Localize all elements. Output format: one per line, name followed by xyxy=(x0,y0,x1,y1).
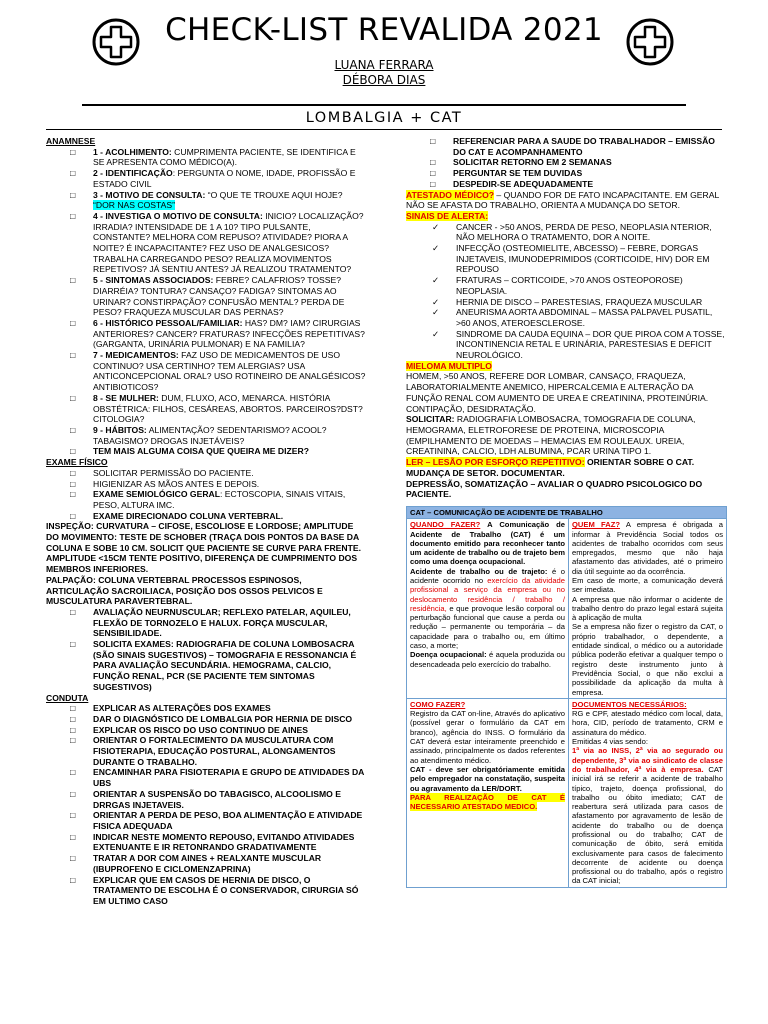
checkbox-icon: □ xyxy=(70,639,76,650)
checklist-item xyxy=(46,735,366,767)
alert-sign-item xyxy=(406,243,726,275)
conduta-continued-list xyxy=(406,136,726,190)
checklist-item-text: DESPEDIR-SE ADEQUADAMENTE xyxy=(453,178,594,189)
checklist-item-label: TEM MAIS ALGUMA COISA QUE QUEIRA ME DIZER? xyxy=(93,446,309,457)
checkbox-icon: □ xyxy=(70,146,76,157)
checklist-item xyxy=(46,875,366,907)
cat-table xyxy=(406,506,727,888)
checkmark-icon: ✓ xyxy=(432,221,440,232)
right-column xyxy=(406,136,726,888)
checklist-item-label: 1 - ACOLHIMENTO: xyxy=(93,146,172,157)
checkbox-icon: □ xyxy=(70,168,76,179)
section-title-conduta: CONDUTA xyxy=(46,692,89,703)
checklist-item xyxy=(46,714,366,725)
left-column xyxy=(46,136,366,907)
conduta-list xyxy=(46,703,366,906)
checklist-item xyxy=(46,832,366,853)
checklist-item xyxy=(46,639,366,693)
checklist-item-label: 6 - HISTÓRICO PESSOAL/FAMILIAR: xyxy=(93,317,243,328)
checklist-item xyxy=(46,489,366,510)
author-name: DÉBORA DIAS xyxy=(342,73,426,87)
checkbox-icon: □ xyxy=(70,210,76,221)
checklist-item-label: 4 - INVESTIGA O MOTIVO DE CONSULTA: xyxy=(93,210,263,221)
mieloma-paragraph: HOMEM, >50 ANOS, REFERE DOR LOMBAR, CANSAÇO, FRAQUEZA, LABORATORIALMENTE ANEMICO, HIPERCALCEMIA E ALTERAÇÃO DA FUNÇÃO RENAL COM AUMENTO DE UREA E CREATININA, PROTEINÚRIA. CONTIPAÇÃO, DESIDRATAÇÃO. xyxy=(406,371,709,414)
checklist-item-text: REFERENCIAR PARA A SAUDE DO TRABALHADOR – EMISSÃO DO CAT E ACOMPANHAMENTO xyxy=(453,136,715,157)
checklist-item xyxy=(46,318,366,350)
checkmark-icon: ✓ xyxy=(432,275,440,286)
checklist-item-text: DAR O DIAGNÓSTICO DE LOMBALGIA POR HERNIA DE DISCO xyxy=(93,713,353,724)
checklist-item xyxy=(46,275,366,318)
checklist-item-label: SOLICITA EXAMES: RADIOGRAFIA DE COLUNA LOMBOSACRA (SÃO SINAIS SUGESTIVOS) – TOMOGRAFIA E RESSONANCIA É PARA AVALIAÇÃO SECUNDÁRIA. HEMOGRAMA, CALCIO, FUNÇÃO RENAL, PCR (SE PACIENTE TEM SINTOMAS SUGESTIVOS) xyxy=(93,639,357,692)
page-subtitle: LOMBALGIA + CAT xyxy=(305,110,463,126)
alert-sign-item xyxy=(406,275,726,296)
checklist-item-text: HAS? DM? IAM? CIRURGIAS ANTERIORES? CANCER? FRATURAS? INFECÇÕES REPETITIVAS? (GARGANTA, URINÁRIA PULMONAR) E NA FAMILIA? xyxy=(93,317,365,350)
checklist-item xyxy=(46,350,366,393)
checklist-item xyxy=(46,425,366,446)
checklist-item-label: 7 - MEDICAMENTOS: xyxy=(93,350,179,361)
page-title: CHECK-LIST REVALIDA 2021 xyxy=(165,12,603,48)
checklist-item xyxy=(46,479,366,490)
cat-table-header: CAT – COMUNICAÇÃO DE ACIDENTE DE TRABALHO xyxy=(407,506,727,518)
checklist-item-text: CUMPRIMENTA PACIENTE, SE IDENTIFICA E SE APRESENTA COMO MÉDICO(A). xyxy=(93,146,356,168)
solicitar-paragraph: SOLICITAR: RADIOGRAFIA LOMBOSACRA, TOMOGRAFIA DE COLUNA, HEMOGRAMA, ELETROFORESE DE PROTEINA, MICROSCOPIA (EMPILHAMENTO DE MOEDAS – HEMACIAS EM ROULEAUX. UREIA, CREATININA, CALCIO, LDH ALBUMINA, PCAR URINA TIPO 1. xyxy=(406,414,696,457)
checklist-item-text: : ECTOSCOPIA, SINAIS VITAIS, PESO, ALTURA IMC. xyxy=(93,489,346,510)
atestado-paragraph: ATESTADO MÉDICO? – QUANDO FOR DE FATO INCAPACITANTE. EM GERAL NÃO SE AFASTA DO TRABALHO, ORIENTA A MUDANÇA DO SETOR. xyxy=(406,189,719,211)
checkbox-icon: □ xyxy=(430,157,436,168)
checkbox-icon: □ xyxy=(70,489,76,500)
checkbox-icon: □ xyxy=(70,703,76,714)
alert-sign-text: INFECÇÃO (OSTEOMIELITE, ABCESSO) – FEBRE, DORGAS INJETAVEIS, IMUNODEPRIMIDOS (CORTICOIDE, HIV) DOR EM REPOUSO xyxy=(456,243,710,275)
alert-sign-text: ANEURISMA AORTA ABDOMINAL – MASSA PALPAVEL PUSATIL, >60 ANOS, ATEROESCLEROSE. xyxy=(456,307,713,328)
checklist-item-label: 3 - MOTIVO DE CONSULTA: xyxy=(93,189,206,200)
checklist-item-text: ORIENTAR A SUSPENSÃO DO TABAGISCO, ALCOOLISMO E DRRGAS INJETAVEIS. xyxy=(93,788,341,810)
checkbox-icon: □ xyxy=(430,168,436,179)
checklist-item-text: EXPLICAR AS ALTERAÇÕES DOS EXAMES xyxy=(93,703,271,714)
checkbox-icon: □ xyxy=(70,478,76,489)
sinais-heading: SINAIS DE ALERTA: xyxy=(406,210,489,221)
page-header xyxy=(0,0,768,126)
checklist-item-text: HIGIENIZAR AS MÃOS ANTES E DEPOIS. xyxy=(93,478,260,489)
checklist-item xyxy=(46,446,366,457)
anamnese-list xyxy=(46,147,366,457)
checklist-item-text: ENCAMINHAR PARA FISIOTERAPIA E GRUPO DE ATIVIDADES DA UBS xyxy=(93,767,365,789)
exame-list xyxy=(46,468,366,522)
checklist-item xyxy=(46,607,366,639)
checklist-item-text: “O QUE TE TROUXE AQUI HOJE? xyxy=(205,189,343,200)
checklist-item-text: FEBRE? CALAFRIOS? TOSSE? DIARRÉIA? TONTURA? CANSAÇO? FADIGA? SINTOMAS AO URINAR? CONSTIRPAÇÃO? CONFUSÃO MENTAL? PERDA DE PESO? FRAQUEZA MUSCULAR DAS PERNAS? xyxy=(93,275,345,318)
checklist-item-text: SOLICITAR RETORNO EM 2 SEMANAS xyxy=(453,157,612,168)
cat-docs-cell: DOCUMENTOS NECESSÁRIOS: RG e CPF, atestado médico com local, data, hora, CID, período de tratamento, CRM e assinatura do médico. Emitidas 4 vias sendo: 1ª via ao INSS, 2ª via ao segurado ou dependente, 3ª via ao sindicato de classe do trabalhador, 4ª via à empresa. CAT inicial irá se referir a acidente de trabalho típico, trajeto, doença profissional, do trabalho ou óbito imediato; CAT de reabertura será utilizada para casos de afastamento por agravamento de lesão de acidente do trabalho ou de doença profissional ou do trabalho; CAT de comunicação de óbito, será emitida exclusivamente para casos de falecimento decorrente de acidente ou doença profissional ou do trabalho, após o registro da CAT inicial; xyxy=(569,698,727,887)
alert-sign-item xyxy=(406,222,726,243)
checkbox-icon: □ xyxy=(70,735,76,746)
checkbox-icon: □ xyxy=(70,317,76,328)
alert-sign-item xyxy=(406,297,726,308)
section-title-exame-fisico: EXAME FÍSICO xyxy=(46,457,108,468)
checklist-item-label: 2 - IDENTIFICAÇÃO xyxy=(93,168,173,179)
checklist-item xyxy=(46,393,366,425)
alert-sign-text: SINDROME DA CAUDA EQUINA – DOR QUE PIROA COM A TOSSE, INCONTINENCIA RETAL E URINÁRIA, PARESTESIAS E DEFICIT NEUROLÓGICO. xyxy=(456,328,725,361)
author-name: LUANA FERRARA xyxy=(334,58,434,72)
checklist-item-text: ALIMENTAÇÃO? SEDENTARISMO? ACOOL? TABAGISMO? DROGAS INJETÁVEIS? xyxy=(93,424,327,446)
divider xyxy=(46,129,722,130)
checklist-item xyxy=(406,157,726,168)
cat-quem-cell: QUEM FAZ? A empresa é obrigada a informar à Previdência Social todos os acidentes de trabalho ocorridos com seus empregados, mesmo que não haja afastamento das atividades, até o primeiro dia útil seguinte ao da ocorrência. Em caso de morte, a comunicação deverá ser imediata. A empresa que não informar o acidente de trabalho dentro do prazo legal estará sujeita à aplicação de multa Se a empresa não fizer o registro da CAT, o próprio trabalhador, o dependente, a entidade sindical, o médico ou a autoridade pública poderão efetivar a qualquer tempo o registro deste instrumento junto à Previdência Social, o que não exclui a possibilidade da aplicação da multa à empresa. xyxy=(569,519,727,699)
checkbox-icon: □ xyxy=(70,392,76,403)
checkbox-icon: □ xyxy=(70,853,76,864)
checklist-item xyxy=(46,703,366,714)
checklist-item xyxy=(46,810,366,831)
mieloma-heading: MIELOMA MULTIPLO xyxy=(406,360,492,371)
checklist-item-text: EXPLICAR OS RISCO DO USO CONTINUO DE AINES xyxy=(93,724,309,735)
divider xyxy=(82,104,686,106)
highlighted-quote: “DOR NAS COSTAS” xyxy=(93,200,175,211)
alert-sign-text: HERNIA DE DISCO – PARESTESIAS, FRAQUEZA MUSCULAR xyxy=(456,296,703,307)
alert-sign-text: CANCER - >50 ANOS, PERDA DE PESO, NEOPLASIA NTERIOR, NÃO MELHORA O TRATAMENTO, DOR A NOITE. xyxy=(456,221,712,243)
checkbox-icon: □ xyxy=(70,874,76,885)
alert-sign-item xyxy=(406,307,726,328)
checklist-item xyxy=(46,511,366,522)
alert-sign-text: FRATURAS – CORTICOIDE, >70 ANOS OSTEOPOROSE) NEOPLASIA. xyxy=(456,275,683,296)
checklist-item-text: TRATAR A DOR COM AINES + REALXANTE MUSCULAR (IBUPROFENO E CICLOMENZAPRINA) xyxy=(93,853,322,874)
checkmark-icon: ✓ xyxy=(432,296,440,307)
section-title-anamnese: ANAMNESE xyxy=(46,136,96,146)
checklist-item-label: 9 - HÁBITOS: xyxy=(93,424,147,435)
alert-sign-item xyxy=(406,329,726,361)
checkbox-icon: □ xyxy=(70,788,76,799)
checklist-item xyxy=(46,211,366,275)
checklist-item xyxy=(406,179,726,190)
checklist-item xyxy=(406,168,726,179)
checkbox-icon: □ xyxy=(70,713,76,724)
checklist-item xyxy=(46,789,366,810)
checkbox-icon: □ xyxy=(70,467,76,478)
checkbox-icon: □ xyxy=(70,606,76,617)
checkmark-icon: ✓ xyxy=(432,243,440,254)
checklist-item xyxy=(46,147,366,168)
checkbox-icon: □ xyxy=(430,136,436,146)
checkbox-icon: □ xyxy=(70,446,76,457)
checkbox-icon: □ xyxy=(70,350,76,361)
checklist-item xyxy=(46,190,366,211)
checkbox-icon: □ xyxy=(70,810,76,821)
checklist-item xyxy=(46,168,366,189)
checkmark-icon: ✓ xyxy=(432,307,440,318)
checklist-item-text: ORIENTAR A PERDA DE PESO, BOA ALIMENTAÇÃO E ATIVIDADE FISICA ADEQUADA xyxy=(93,810,363,831)
checklist-item-label: 8 - SE MULHER: xyxy=(93,392,159,403)
checkbox-icon: □ xyxy=(70,424,76,435)
checklist-item-text: : PERGUNTA O NOME, IDADE, PROFISSÃO E ESTADO CIVIL xyxy=(93,168,356,189)
checklist-item-text: EXPLICAR QUE EM CASOS DE HERNIA DE DISCO, O TRATAMENTO DE ESCOLHA É O CONSERVADOR, CIRURGIA SÓ EM ULTIMO CASO xyxy=(93,874,359,906)
checklist-item-text: INICIO? LOCALIZAÇÃO? IRRADIA? INTENSIDADE DE 1 A 10? TIPO PULSANTE, CONSTANTE? MELHORA COM REPUSO? ATIVIDADE? PIORA A NOITE? É INCAPACITANTE? FEZ USO DE ANALGESICOS? TRABALHA CARREGANDO PESO? REALIZA MOVIMENTOS REPETIVOS? JÁ SENTIU ANTES? JÁ REALIZOU TRATAMENTO? xyxy=(93,210,364,275)
palpacao-paragraph: PALPAÇÃO: COLUNA VERTEBRAL PROCESSOS ESPINOSOS, ARTICULAÇÃO SACROILIACA, POSIÇÃO DOS OSSOS PELVICOS E MUSCULATURA PARAVERTEBRAL. xyxy=(46,574,323,607)
checklist-item-label: EXAME SEMIOLÓGICO GERAL xyxy=(93,489,221,500)
checkmark-icon: ✓ xyxy=(432,328,440,339)
checklist-item-text: INDICAR NESTE MOMENTO REPOUSO, EVITANDO ATIVIDADES EXTENUANTE E IR RETONRANDO GRADATIVAMENTE xyxy=(93,831,355,853)
checkbox-icon: □ xyxy=(70,767,76,778)
depressao-paragraph: DEPRESSÃO, SOMATIZAÇÃO – AVALIAR O QUADRO PSICOLOGICO DO PACIENTE. xyxy=(406,478,703,500)
checklist-item-text: ORIENTAR O FORTALECIMENTO DA MUSCULATURA COM FISIOTERAPIA, EDUCAÇÃO POSTURAL, ALONGAMENTOS DURANTE O TRABALHO. xyxy=(93,735,336,767)
sinais-list xyxy=(406,222,726,361)
checkbox-icon: □ xyxy=(70,189,76,200)
inspecao-paragraph: INSPEÇÃO: CURVATURA – CIFOSE, ESCOLIOSE E LORDOSE; AMPLITUDE DO MOVIMENTO: TESTE DE SCHOBER (TRAÇA DOIS PONTOS DA BASE DA COLUNA E SOBE 10 CM. SOLICIT QUE PACIENTE SE CURVE PARA FRENTE. AMPLITUDE <15CM TENTE POSITIVO, DIFERENÇA DE CUMPRIMENTO DOS MEMBROS INFERIORES. xyxy=(46,521,361,575)
checkbox-icon: □ xyxy=(70,510,76,521)
checklist-item xyxy=(46,767,366,788)
checklist-item-text: FAZ USO DE MEDICAMENTOS DE USO CONTINUO? USA CERTINHO? TEM ALERGIAS? USA ANTICONCEPCIONAL ORAL? USO ROTINEIRO DE ANALGÉSICOS? ANTIBIOTICOS? xyxy=(93,350,366,393)
checklist-item-text: PERGUNTAR SE TEM DUVIDAS xyxy=(453,168,583,179)
checklist-item-label: AVALIAÇÃO NEURNUSCULAR; REFLEXO PATELAR, AQUILEU, FLEXÃO DE TORNOZELO E HALUX. FORÇA MUSCULAR, SENSIBILIDADE. xyxy=(93,606,351,639)
checklist-item xyxy=(46,468,366,479)
checkbox-icon: □ xyxy=(430,178,436,189)
exame2-list xyxy=(46,607,366,693)
checkbox-icon: □ xyxy=(70,831,76,842)
ler-paragraph: LER – LESÃO POR ESFORÇO REPETITIVO: ORIENTAR SOBRE O CAT. MUDANÇA DE SETOR. DOCUMENTAR. xyxy=(406,457,695,478)
checklist-item-text: SOLICITAR PERMISSÃO DO PACIENTE. xyxy=(93,467,254,478)
checklist-item-text: DUM, FLUXO, ACO, MENARCA. HISTÓRIA OBSTÉTRICA: FILHOS, CESÁREAS, ABORTOS. PARCEIROS?DST? CITOLOGIA? xyxy=(93,392,363,425)
checklist-item xyxy=(46,725,366,736)
cat-quando-cell: QUANDO FAZER? A Comunicação de Acidente de Trabalho (CAT) é um documento emitido para reconhecer tanto um acidente de trabalho ou de trajeto bem como uma doença ocupacional. Acidente de trabalho ou de trajeto: é o acidente ocorrido no exercício da atividade profissional a serviço da empresa ou no deslocamento residência / trabalho / residência, e que provoque lesão corporal ou perturbação funcional que cause a perda ou redução – permanente ou temporária – da capacidade para o trabalho ou, em último caso, a morte; Doença ocupacional: é aquela produzida ou desencadeada pelo exercício do trabalho. xyxy=(407,519,569,699)
checkbox-icon: □ xyxy=(70,275,76,286)
checklist-item-label: EXAME DIRECIONADO COLUNA VERTEBRAL. xyxy=(93,510,284,521)
checkbox-icon: □ xyxy=(70,724,76,735)
cat-como-cell: COMO FAZER? Registro da CAT on-line, Através do aplicativo (possível gerar o formulário da CAT em branco), agência do INSS. O formulário da CAT deverá estar inteiramente preenchido e assinado, principalmente os dados referentes ao atendimento médico. CAT - deve ser obrigatóriamente emitida pelo empregador na constatação, suspeita ou agravamento da LER/DORT. PARA REALIZAÇÃO DE CAT É NECESSARIO ATESTADO MEDICO. xyxy=(407,698,569,887)
checklist-item xyxy=(406,136,726,157)
checklist-item xyxy=(46,853,366,874)
checklist-item-label: 5 - SINTOMAS ASSOCIADOS: xyxy=(93,275,214,286)
